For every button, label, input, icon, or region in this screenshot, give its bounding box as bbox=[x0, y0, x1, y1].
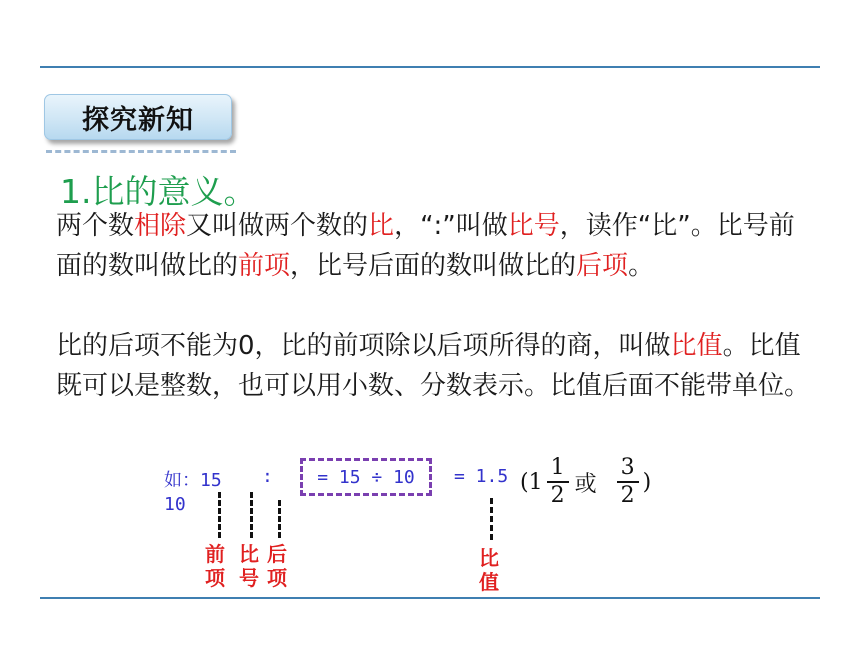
keyword-ratio-sign: 比号 bbox=[507, 211, 560, 241]
keyword-ratio-value: 比值 bbox=[670, 331, 723, 361]
label-char: 项 bbox=[205, 566, 225, 590]
label-ratio-value bbox=[478, 546, 500, 594]
keyword-ratio: 比 bbox=[368, 211, 395, 241]
division-box bbox=[300, 458, 432, 496]
text-run: ，“:”叫做 bbox=[394, 211, 508, 241]
section-badge-label: 探究新知 bbox=[82, 104, 194, 136]
division-expression: = 15 ÷ 10 bbox=[317, 466, 415, 488]
label-front-term bbox=[204, 542, 226, 590]
keyword-divide: 相除 bbox=[134, 211, 187, 241]
fraction-numerator: 3 bbox=[620, 455, 635, 480]
section-badge bbox=[44, 94, 232, 140]
definition-paragraph bbox=[56, 206, 816, 286]
text-run: 比的后项不能为0，比的前项除以后项所得的商，叫做 bbox=[56, 331, 671, 361]
label-back-term bbox=[266, 542, 288, 590]
label-char: 号 bbox=[239, 566, 259, 590]
example-prefix: 如：15 bbox=[164, 470, 222, 491]
text-run: 又叫做两个数的 bbox=[186, 211, 369, 241]
text-run: 。 bbox=[628, 251, 655, 281]
top-divider bbox=[40, 66, 820, 68]
text-run: ，比号后面的数叫做比的 bbox=[290, 251, 577, 281]
keyword-back-term: 后项 bbox=[576, 251, 629, 281]
label-char: 项 bbox=[267, 566, 287, 590]
example-result: = 1.5 bbox=[454, 466, 509, 487]
or-text: 或 bbox=[574, 471, 597, 497]
fraction-one-half bbox=[547, 455, 569, 509]
ratio-value-paragraph bbox=[56, 326, 816, 406]
pointer-back-term bbox=[278, 500, 281, 538]
badge-dashed-underline bbox=[46, 150, 236, 153]
text-run: 。比值既可以是整数，也可以用小数、分数表示。比值后面不能带单位。 bbox=[56, 331, 811, 401]
example-back-term: 10 bbox=[164, 494, 186, 515]
label-ratio-sign bbox=[238, 542, 260, 590]
alt-close: ) bbox=[642, 469, 652, 495]
text-run: ，读作“比”。比号前面的数叫做比的 bbox=[56, 211, 795, 281]
example-colon: : bbox=[262, 466, 273, 487]
label-char: 值 bbox=[479, 570, 499, 594]
keyword-front-term: 前项 bbox=[238, 251, 291, 281]
fraction-numerator: 1 bbox=[550, 455, 565, 480]
section-heading: 1.比的意义。 bbox=[60, 172, 257, 211]
label-char: 比 bbox=[239, 542, 259, 566]
pointer-ratio-sign bbox=[250, 492, 253, 538]
label-char: 比 bbox=[479, 546, 499, 570]
pointer-front-term bbox=[218, 492, 221, 538]
fraction-alternatives bbox=[518, 450, 653, 514]
fraction-denominator: 2 bbox=[620, 483, 635, 508]
text-run: 两个数 bbox=[56, 211, 135, 241]
fraction-three-halves bbox=[617, 455, 639, 509]
pointer-ratio-value bbox=[490, 498, 493, 540]
label-char: 后 bbox=[267, 542, 287, 566]
label-char: 前 bbox=[205, 542, 225, 566]
alt-open: (1 bbox=[520, 469, 543, 495]
bottom-divider bbox=[40, 597, 820, 599]
fraction-denominator: 2 bbox=[550, 483, 565, 508]
